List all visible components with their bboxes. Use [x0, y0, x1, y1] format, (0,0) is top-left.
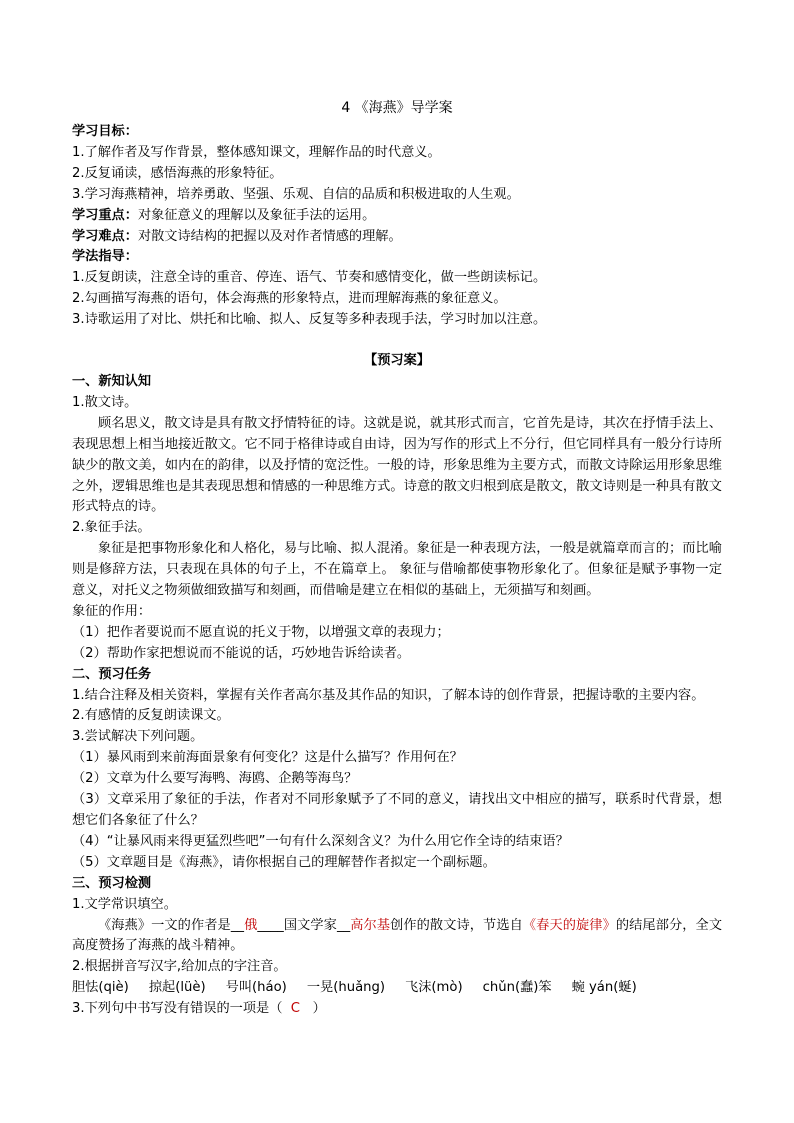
method-item: 2.勾画描写海燕的语句，体会海燕的形象特点，进而理解海燕的象征意义。 — [72, 291, 507, 307]
question-item: （3）文章采用了象征的手法，作者对不同形象赋予了不同的意义，请找出文中相应的描写，联系时代背景，想想它们各象征了什么？ — [72, 792, 722, 828]
question-item: （5）文章题目是《海燕》，请你根据自己的理解替作者拟定一个副标题。 — [72, 854, 496, 870]
difficulty-text: 对散文诗结构的把握以及对作者情感的理解。 — [137, 228, 402, 244]
goal-item: 2.反复诵读，感悟海燕的形象特征。 — [72, 165, 283, 181]
preview-title: 【预习案】 — [364, 353, 430, 369]
prose-poem-paragraph: 顾名思义，散文诗是具有散文抒情特征的诗。这就是说，就其形式而言，它首先是诗，其次在抒情手法上、表现思想上相当地接近散文。它不同于格律诗或自由诗，因为写作的形式上不分行，但它同样具有一般分行诗所缺少的散文美，如内在的韵律，以及抒情的宽泛性。一般的诗，形象思维为主要方式，而散文诗除运用形象思维之外，逻辑思维也是其表现思想和情感的一种思维方式。诗意的散文归根到底是散文，散文诗则是一种具有散文形式特点的诗。 — [72, 415, 722, 515]
method-heading: 学法指导： — [72, 249, 138, 265]
key-point-label: 学习重点： — [72, 207, 138, 223]
check-q2: 2.根据拼音写汉字,给加点的字注音。 — [72, 959, 287, 975]
pinyin-item: 掠起(lüè) — [148, 980, 206, 996]
section1-sub1: 1.散文诗。 — [72, 394, 138, 410]
pinyin-item: 号叫(háo) — [225, 980, 287, 996]
fill-answer: 俄 — [244, 917, 258, 933]
goal-item: 3.学习海燕精神，培养勇敢、坚强、乐观、自信的品质和积极进取的人生观。 — [72, 186, 520, 202]
task-item: 1.结合注释及相关资料，掌握有关作者高尔基及其作品的知识，了解本诗的创作背景，把握诗歌的主要内容。 — [72, 687, 705, 703]
section1-heading: 一、新知认知 — [72, 373, 152, 389]
method-item: 1.反复朗读，注意全诗的重音、停连、语气、节奏和感情变化，做一些朗读标记。 — [72, 270, 547, 286]
fill-answer: 《春天的旋律》 — [522, 917, 616, 933]
question-item: （2）文章为什么要写海鸭、海鸥、企鹅等海鸟？ — [72, 771, 358, 787]
pinyin-item: 胆怯(qiè) — [72, 980, 129, 996]
fill-answer: 高尔基 — [350, 917, 391, 933]
check-q1: 1.文学常识填空。 — [72, 896, 177, 912]
q3-text: 3.下列句中书写没有错误的一项是（ — [72, 1001, 283, 1017]
fill-blank-2: __高尔基 — [336, 917, 391, 933]
symbolism-paragraph: 象征是把事物形象化和人格化，易与比喻、拟人混淆。象征是一种表现方法，一般是就篇章而言的；而比喻则是修辞方法，只表现在具体的句子上，不在篇章上。 象征与借喻都使事物形象化了。但象征是赋予事物一定意义，对托义之物须做细致描写和刻画，而借喻是建立在相似的基础上，无须描写和刻画。 — [72, 541, 723, 599]
pinyin-item: chǔn(蠢)笨 — [482, 980, 552, 996]
document-page — [72, 96, 722, 1020]
difficulty-label: 学习难点： — [72, 228, 138, 244]
fill-text: 创作的散文诗，节选自 — [390, 917, 523, 933]
spacer — [72, 331, 722, 351]
task-item: 3.尝试解决下列问题。 — [72, 729, 204, 745]
question-item: （4）“让暴风雨来得更猛烈些吧”一句有什么深刻含义？为什么用它作全诗的结束语？ — [72, 833, 569, 849]
pinyin-item: 一晃(huǎng) — [306, 980, 386, 996]
section3-heading: 三、预习检测 — [72, 875, 152, 891]
pinyin-row — [72, 978, 722, 999]
effect-label: 象征的作用： — [72, 603, 152, 619]
goal-item: 1.了解作者及写作背景，整体感知课文，理解作品的时代意义。 — [72, 144, 441, 160]
page-title: 4 《海燕》导学案 — [341, 100, 453, 116]
check-q3 — [72, 999, 722, 1020]
goals-heading: 学习目标： — [72, 124, 138, 139]
method-item: 3.诗歌运用了对比、烘托和比喻、拟人、反复等多种表现手法，学习时加以注意。 — [72, 312, 547, 328]
fill-text: 《海燕》一文的作者是 — [98, 917, 231, 933]
fill-text: 国文学家 — [283, 917, 337, 933]
fill-text: 的结尾部分，全文高度赞扬了海燕的战斗精神。 — [72, 917, 723, 954]
pinyin-item: 蜿 yán(蜒) — [571, 980, 637, 996]
key-point-text: 对象征意义的理解以及象征手法的运用。 — [137, 207, 376, 223]
fill-in-sentence — [72, 916, 722, 958]
difficulty — [72, 227, 722, 248]
pinyin-item: 飞沫(mò) — [405, 980, 463, 996]
effect-item: （1）把作者要说而不愿直说的托义于物，以增强文章的表现力； — [72, 624, 450, 640]
q3-answer: C — [290, 1001, 301, 1017]
fill-blank-1: __俄____ — [230, 917, 284, 933]
section2-heading: 二、预习任务 — [72, 666, 152, 682]
q3-close: ） — [312, 1001, 326, 1017]
task-item: 2.有感情的反复朗读课文。 — [72, 708, 230, 724]
question-item: （1）暴风雨到来前海面景象有何变化？这是什么描写？作用何在？ — [72, 750, 463, 766]
effect-item: （2）帮助作家把想说而不能说的话，巧妙地告诉给读者。 — [72, 645, 411, 661]
key-point — [72, 206, 722, 227]
section1-sub2: 2.象征手法。 — [72, 520, 151, 536]
